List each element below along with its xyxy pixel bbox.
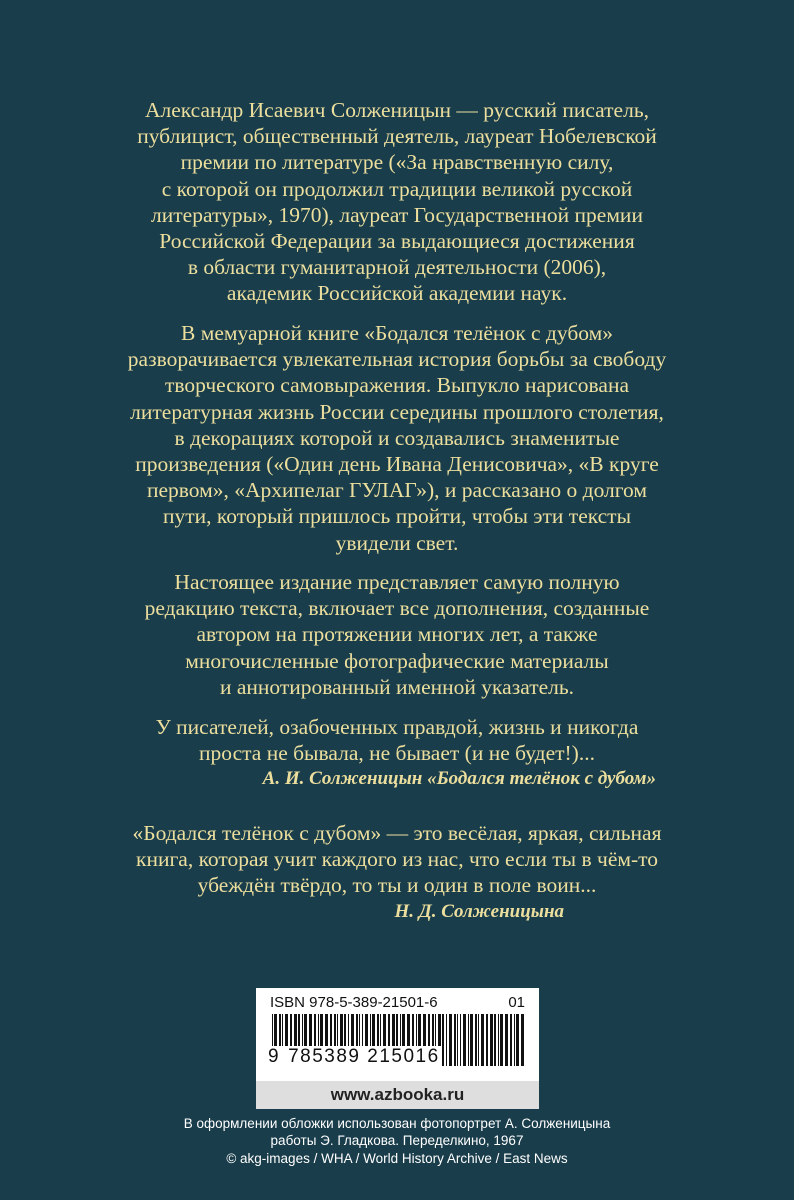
text-line: премии по литературе («За нравственную силу,: [180, 150, 614, 175]
barcode-bar: [498, 1014, 499, 1066]
edition-note-paragraph: [90, 569, 704, 700]
credit-line: © akg-images / WHA / World History Archive / East News: [226, 1150, 568, 1166]
text-line: академик Российской академии наук.: [226, 281, 568, 306]
text-line: и аннотированный именной указатель.: [219, 674, 575, 699]
barcode-digits: [266, 1046, 442, 1068]
text-line: первом», «Архипелаг ГУЛАГ»), и рассказано о долгом: [146, 478, 647, 503]
text-line: редакцию текста, включает все дополнения, созданные: [144, 596, 650, 621]
text-line: произведения («Один день Ивана Денисовича», «В круге: [135, 452, 659, 477]
text-line: литературы», 1970), лауреат Государственной премии: [151, 202, 643, 227]
quote-line: У писателей, озабоченных правдой, жизнь и никогда: [155, 715, 639, 739]
barcode-bar: [475, 1014, 477, 1066]
quote-line: проста не бывала, не бывает (и не будет!)...: [199, 741, 595, 766]
isbn-addon: 01: [508, 994, 525, 1011]
text-line: увидели свет.: [335, 530, 459, 555]
text-line: пути, который пришлось пройти, чтобы эти тексты: [162, 504, 632, 529]
text-line: с которой он продолжил традиции великой русской: [161, 176, 633, 201]
quote-line: убеждён твёрдо, то ты и один в поле воин...: [197, 873, 597, 898]
barcode-bar: [486, 1014, 488, 1066]
quote-attribution: Н. Д. Солженицына: [394, 900, 564, 922]
text-line: творческого самовыражения. Выпукло нарисована: [164, 373, 630, 398]
barcode-bar: [457, 1014, 458, 1066]
barcode-bar: [500, 1014, 503, 1066]
barcode-bar: [442, 1014, 444, 1066]
isbn-row: [270, 994, 525, 1011]
text-line: публицист, общественный деятель, лауреат Нобелевской: [137, 124, 657, 149]
text-line: Российской Федерации за выдающиеся достижения: [159, 229, 635, 254]
isbn-barcode: [256, 988, 539, 1109]
barcode-bar: [521, 1014, 524, 1066]
cover-credits: [150, 1115, 644, 1167]
barcode-bar: [514, 1014, 515, 1066]
barcode-bar: [516, 1014, 519, 1066]
barcode-bar: [510, 1014, 512, 1066]
barcode-bar: [494, 1014, 496, 1066]
barcode-bar: [468, 1014, 469, 1066]
barcode-bar: [490, 1014, 493, 1066]
text-line: Александр Исаевич Солженицын — русский писатель,: [144, 98, 650, 122]
text-line: разворачивается увлекательная история борьбы за свободу: [127, 347, 667, 372]
barcode-digits-rest: 785389 215016: [288, 1046, 440, 1067]
widow-quote: [90, 820, 704, 924]
isbn-number: ISBN 978-5-389-21501-6: [270, 994, 438, 1011]
barcode-bar: [463, 1014, 466, 1066]
barcode-bar: [478, 1014, 479, 1066]
text-line: многочисленные фотографические материалы: [185, 648, 609, 673]
barcode-bar: [470, 1014, 473, 1066]
quote-line: книга, которая учит каждого из нас, что если ты в чём-то: [136, 847, 658, 872]
text-line: Настоящее издание представляет самую полную: [174, 570, 620, 594]
barcode-bar: [505, 1014, 508, 1066]
barcode-digit-first: 9: [268, 1046, 281, 1067]
author-bio-paragraph: [90, 97, 704, 307]
author-quote: [90, 714, 704, 791]
quote-line: «Бодался телёнок с дубом» — это весёлая, яркая, сильная: [132, 821, 662, 845]
text-line: в области гуманитарной деятельности (2006),: [187, 255, 607, 280]
credit-line: работы Э. Гладкова. Переделкино, 1967: [270, 1133, 524, 1149]
barcode-bar: [446, 1014, 447, 1066]
credit-line: В оформлении обложки использован фотопортрет А. Солженицына: [183, 1116, 611, 1131]
quote-attribution: А. И. Солженицын «Бодался телёнок с дубом»: [262, 768, 656, 790]
barcode-bar: [454, 1014, 456, 1066]
text-line: В мемуарной книге «Бодался телёнок с дубом»: [181, 321, 613, 345]
publisher-url[interactable]: www.azbooka.ru: [256, 1081, 539, 1109]
barcode-bar: [481, 1014, 484, 1066]
barcode-bar: [449, 1014, 452, 1066]
text-line: автором на протяжении многих лет, а также: [196, 622, 598, 647]
text-line: в декорациях которой и создавались знаменитые: [174, 425, 620, 450]
book-description-paragraph: [90, 320, 704, 556]
barcode-bar: [460, 1014, 461, 1066]
text-line: литературная жизнь России середины прошлого столетия,: [130, 399, 664, 424]
